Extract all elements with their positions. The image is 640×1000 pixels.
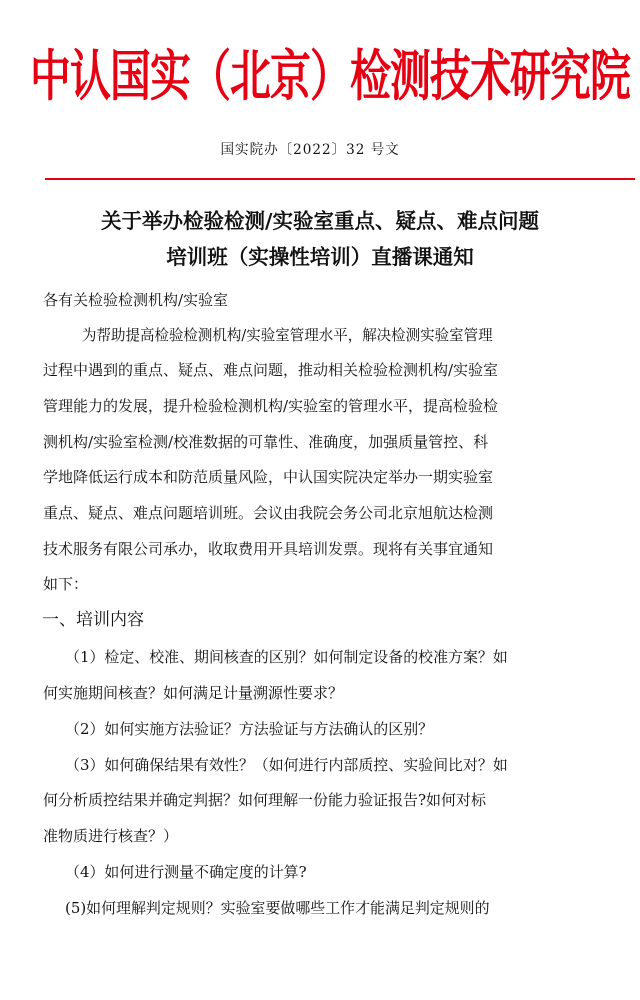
list-item: 何实施期间核查？如何满足计量溯源性要求？ <box>43 684 344 702</box>
intro-line: 重点、疑点、难点问题培训班。会议由我院会务公司北京旭航达检测 <box>43 504 494 522</box>
intro-line: 测机构/实验室检测/校准数据的可靠性、准确度，加强质量管控、科 <box>43 433 489 451</box>
notice-title-line-1: 关于举办检验检测/实验室重点、疑点、难点问题 <box>101 209 539 233</box>
list-item: （3）如何确保结果有效性？（如何进行内部质控、实验间比对？如 <box>65 756 508 774</box>
addressee: 各有关检验检测机构/实验室 <box>43 291 229 309</box>
section-heading-training-content: 一、培训内容 <box>42 610 144 630</box>
intro-line: 如下： <box>43 575 89 593</box>
list-item: （1）检定、校准、期间核查的区别？如何制定设备的校准方案？如 <box>65 648 508 666</box>
list-item: 准物质进行核查？） <box>43 827 179 845</box>
notice-title-line-2: 培训班（实操性培训）直播课通知 <box>166 245 474 269</box>
intro-line: 学地降低运行成本和防范质量风险，中认国实院决定举办一期实验室 <box>43 468 494 486</box>
list-item: 何分析质控结果并确定判据？如何理解一份能力验证报告?如何对标 <box>43 791 487 809</box>
document-number: 国实院办〔2022〕32 号文 <box>220 142 400 158</box>
org-masthead-title <box>0 40 640 113</box>
intro-line: 技术服务有限公司承办，收取费用开具培训发票。现将有关事宜通知 <box>43 540 494 558</box>
red-divider-line <box>45 178 635 180</box>
intro-line: 为帮助提高检验检测机构/实验室管理水平，解决检测实验室管理 <box>82 326 493 344</box>
intro-line: 管理能力的发展，提升检验检测机构/实验室的管理水平，提高检验检 <box>43 397 499 415</box>
intro-line: 过程中遇到的重点、疑点、难点问题，推动相关检验检测机构/实验室 <box>43 361 499 379</box>
org-masthead-text: 中认国实（北京）检测技术研究院 <box>30 43 630 109</box>
list-item: (5)如何理解判定规则？实验室要做哪些工作才能满足判定规则的 <box>65 899 490 917</box>
list-item: （4）如何进行测量不确定度的计算? <box>65 863 307 881</box>
list-item: （2）如何实施方法验证？方法验证与方法确认的区别？ <box>65 720 434 738</box>
